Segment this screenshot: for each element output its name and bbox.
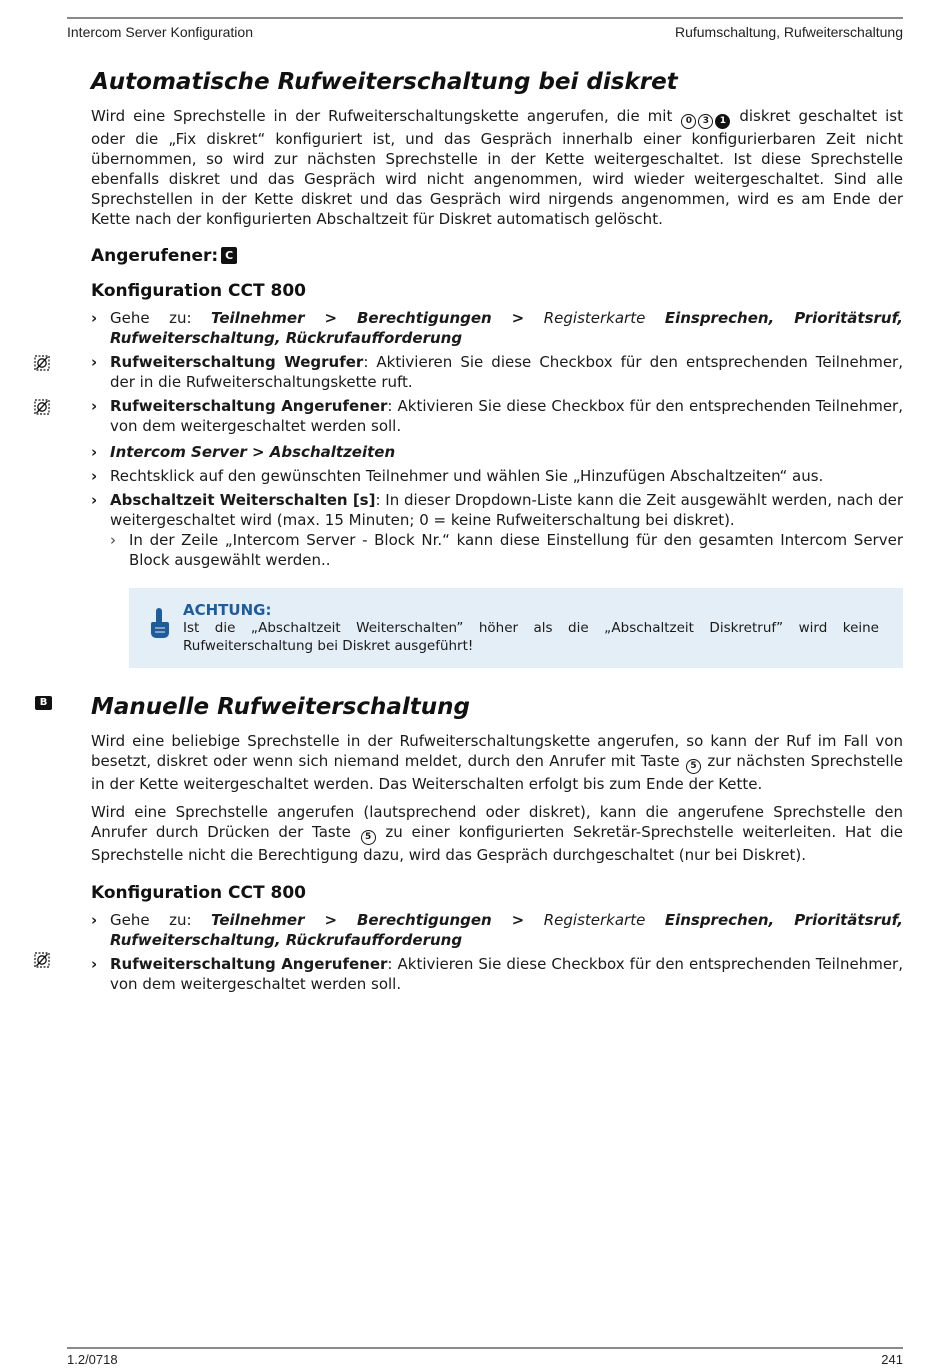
note-title: ACHTUNG: [183, 601, 272, 619]
warning-note [129, 588, 903, 668]
config-heading: Konfiguration CCT 800 [91, 883, 306, 903]
key-5-icon: 5 [361, 830, 376, 845]
paragraph-text: Wird eine Sprechstelle in der Rufweiterschaltungskette angerufen, die mit [91, 107, 673, 125]
header-right-title: Rufumschaltung, Rufweiterschaltung [674, 24, 903, 40]
paragraph-text: diskret geschaltet ist oder die „Fix diskret“ konfiguriert ist, und das Gespräch innerhalb einer konfigurierbaren Zeit nicht übernommen, so wird zur nächsten Sprechstelle in der Kette weitergeschaltet. Ist diese Sprechstelle ebenfalls diskret und das Gespräch wird nicht angenommen, wird wieder weitergeschaltet. Sind alle Sprechstellen in der Kette diskret und das Gespräch wird nirgends angenommen, wird es am Ende der Kette nach der konfigurierten Abschaltzeit für Diskret automatisch gelöscht. [91, 107, 903, 228]
section-paragraph [91, 731, 903, 794]
step-text: Gehe zu: [110, 911, 212, 929]
note-text: Ist die „Abschaltzeit Weiterschalten” höher als die „Abschaltzeit Diskretruf” wird keine Rufweiterschaltung bei Diskret ausgeführt! [183, 620, 879, 654]
pointing-hand-icon [147, 606, 171, 640]
checkbox-slash-icon [33, 354, 51, 372]
list-item [91, 442, 903, 462]
step-text: In der Zeile „Intercom Server - Block Nr.“ kann diese Einstellung für den gesamten Intercom Server Block ausgewählt werden.. [129, 531, 903, 569]
callee-badge: C [221, 247, 237, 264]
list-item [91, 466, 903, 486]
footer-version: 1.2/0718 [67, 1352, 118, 1367]
step-text: : Aktivieren Sie diese Checkbox für den entsprechenden Teilnehmer, von dem weitergeschaltet werden soll. [110, 397, 903, 435]
step-text: Registerkarte [543, 309, 646, 327]
chevron-right-icon: › [91, 911, 98, 929]
paragraph-text: zur nächsten Sprechstelle in der Kette weitergeschaltet werden. Das Weiterschalten erfolgt bis zum Ende der Kette. [91, 752, 903, 793]
section-paragraph [91, 802, 903, 865]
config-heading: Konfiguration CCT 800 [91, 281, 306, 301]
paragraph-text: zu einer konfigurierten Sekretär-Sprechstelle weiterleiten. Hat die Sprechstelle nicht die Berechtigung dazu, wird das Gespräch durchgeschaltet (nur bei Diskret). [91, 823, 903, 864]
page-content [91, 66, 903, 994]
list-item [91, 954, 903, 994]
section-paragraph [91, 106, 903, 229]
chevron-right-icon: › [91, 353, 98, 371]
dropdown-name: Abschaltzeit Weiterschalten [s] [110, 491, 376, 509]
hollow-chevron-icon: › [110, 531, 116, 549]
key-0-icon: 0 [681, 114, 696, 129]
key-3-icon: 3 [698, 114, 713, 129]
step-text: Gehe zu: [110, 309, 212, 327]
step-text: : Aktivieren Sie diese Checkbox für den entsprechenden Teilnehmer, von dem weitergeschaltet werden soll. [110, 955, 903, 993]
tab-names: Einsprechen, Prioritätsruf, Rufweiterschaltung, Rückrufaufforderung [110, 309, 903, 347]
callee-label: Angerufener [91, 246, 212, 266]
section-badge: B [35, 696, 52, 710]
section-title: Manuelle Rufweiterschaltung [91, 694, 470, 720]
paragraph-text: Wird eine Sprechstelle angerufen (lautsprechend oder diskret), kann die angerufene Sprechstelle den Anrufer durch Drücken der Taste [91, 803, 903, 841]
header-rule [67, 17, 903, 19]
list-item [91, 490, 903, 530]
chevron-right-icon: › [91, 397, 98, 415]
checkbox-name: Rufweiterschaltung Angerufener [110, 397, 388, 415]
checkbox-name: Rufweiterschaltung Angerufener [110, 955, 388, 973]
chevron-right-icon: › [91, 309, 98, 327]
list-item [91, 396, 903, 436]
page-number: 241 [881, 1352, 903, 1367]
menu-path: Teilnehmer > Berechtigungen > [211, 309, 525, 327]
key-1-icon: 1 [715, 114, 730, 129]
checkbox-slash-icon [33, 951, 51, 969]
callee-heading: Angerufener: C [91, 245, 903, 267]
chevron-right-icon: › [91, 491, 98, 509]
step-text: Rechtsklick auf den gewünschten Teilnehmer und wählen Sie „Hinzufügen Abschaltzeiten“ aus. [110, 467, 824, 485]
menu-path: Teilnehmer > Berechtigungen > [211, 911, 525, 929]
step-text: : Aktivieren Sie diese Checkbox für den entsprechenden Teilnehmer, der in die Rufweiterschaltungskette ruft. [110, 353, 903, 391]
chevron-right-icon: › [91, 467, 98, 485]
list-item [91, 910, 903, 950]
checkbox-name: Rufweiterschaltung Wegrufer [110, 353, 364, 371]
list-item [91, 352, 903, 392]
tab-names: Einsprechen, Prioritätsruf, Rufweiterschaltung, Rückrufaufforderung [110, 911, 903, 949]
list-item [91, 530, 903, 570]
header-left-title: Intercom Server Konfiguration [67, 24, 253, 40]
step-text: : In dieser Dropdown-Liste kann die Zeit ausgewählt werden, nach der weitergeschaltet wird (max. 15 Minuten; 0 = keine Rufweiterschaltung bei diskret). [110, 491, 903, 529]
list-item [91, 308, 903, 348]
chevron-right-icon: › [91, 443, 98, 461]
menu-path: Intercom Server > Abschaltzeiten [110, 443, 396, 461]
key-5-icon: 5 [686, 759, 701, 774]
section-title: Automatische Rufweiterschaltung bei diskret [91, 69, 678, 95]
config-steps [91, 910, 903, 994]
step-text: Registerkarte [543, 911, 646, 929]
checkbox-slash-icon [33, 398, 51, 416]
chevron-right-icon: › [91, 955, 98, 973]
paragraph-text: Wird eine beliebige Sprechstelle in der Rufweiterschaltungskette angerufen, so kann der Ruf im Fall von besetzt, diskret oder wenn sich niemand meldet, durch den Anrufer mit Taste [91, 732, 903, 770]
config-steps [91, 308, 903, 570]
footer-rule [67, 1347, 903, 1349]
